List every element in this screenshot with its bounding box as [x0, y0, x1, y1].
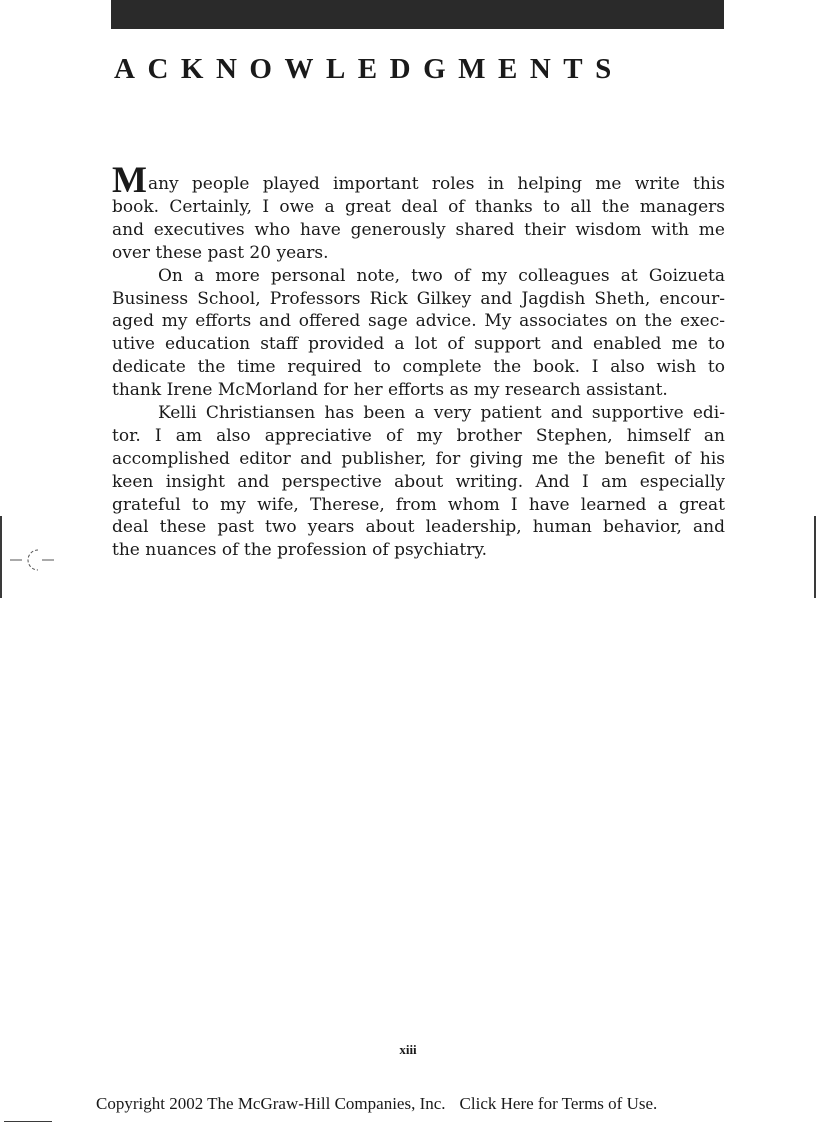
copyright-text: Copyright 2002 The McGraw-Hill Companies, Inc.	[96, 1094, 446, 1113]
text-line: grateful to my wife, Therese, from whom I have learned a great	[112, 494, 725, 515]
page-number: xiii	[399, 1042, 417, 1057]
text-line: accomplished editor and publisher, for giving me the benefit of his	[112, 448, 725, 469]
text-line: utive education staff provided a lot of support and enabled me to	[112, 334, 725, 355]
text-line: deal these past two years about leadership, human behavior, and	[112, 517, 725, 538]
text-line: On a more personal note, two of my colleagues at Goizueta	[158, 265, 725, 286]
crop-mark-bottom	[4, 1121, 52, 1122]
text-line: thank Irene McMorland for her efforts as my research assistant.	[112, 380, 668, 401]
text-line: dedicate the time required to complete the book. I also wish to	[112, 357, 725, 378]
text-line: book. Certainly, I owe a great deal of thanks to all the managers	[112, 197, 725, 217]
text-line: and executives who have generously shared their wisdom with me	[112, 219, 725, 240]
drop-cap: M	[112, 160, 147, 201]
text-line	[112, 160, 725, 201]
crop-mark-left	[0, 516, 2, 598]
text-line-content: any people played important roles in helping me write this	[147, 174, 725, 195]
text-line: aged my efforts and offered sage advice. My associates on the exec-	[112, 311, 725, 332]
header-bar	[111, 0, 724, 29]
text-line: Business School, Professors Rick Gilkey and Jagdish Sheth, encour-	[112, 288, 725, 309]
registration-mark-icon	[8, 546, 58, 576]
text-line: tor. I am also appreciative of my brother Stephen, himself an	[112, 425, 725, 446]
text-line: the nuances of the profession of psychiatry.	[112, 540, 488, 561]
acknowledgments-text	[112, 160, 725, 562]
footer	[96, 1094, 657, 1114]
page-title: ACKNOWLEDGMENTS	[114, 53, 624, 85]
text-line: over these past 20 years.	[112, 242, 329, 263]
text-line: keen insight and perspective about writing. And I am especially	[112, 471, 725, 492]
terms-of-use-link[interactable]: Click Here for Terms of Use.	[459, 1094, 658, 1113]
text-line: Kelli Christiansen has been a very patient and supportive edi-	[158, 403, 725, 424]
